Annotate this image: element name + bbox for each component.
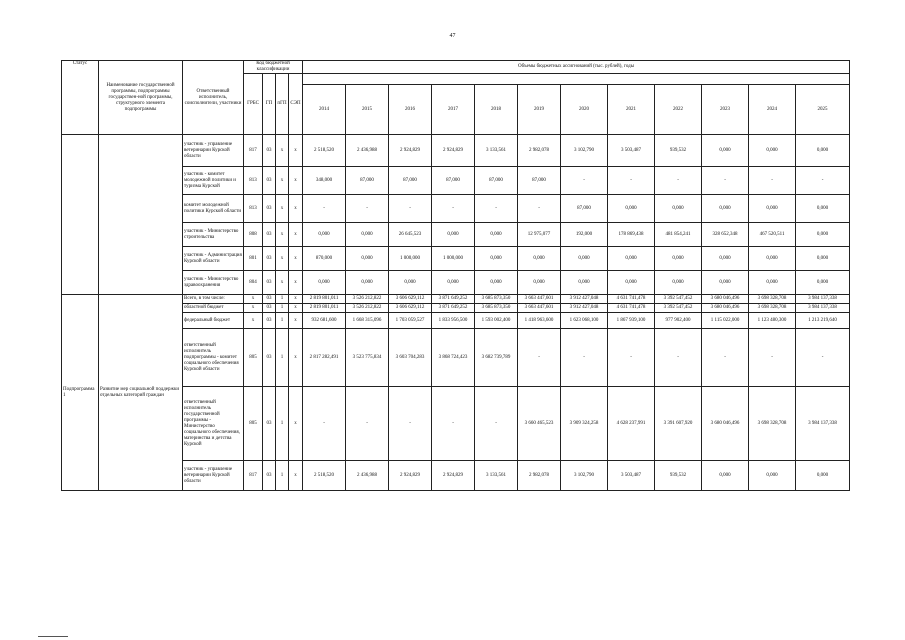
value-cell: 2 924,829 (389, 135, 432, 167)
value-cell: 1 000,000 (432, 247, 475, 271)
header-year: 2015 (346, 85, 389, 135)
pgp-cell: х (276, 167, 289, 195)
gp-cell: 03 (263, 295, 276, 304)
gp-cell: 03 (263, 195, 276, 223)
table-row (62, 295, 850, 304)
responsible-cell: участник - управление ветеринарии Курской области (183, 461, 244, 491)
value-cell: 2 436,988 (346, 461, 389, 491)
value-cell: 0,000 (796, 135, 850, 167)
value-cell: 0,000 (749, 247, 796, 271)
value-cell: - (303, 387, 346, 461)
value-cell: 3 698 328,708 (749, 304, 796, 313)
sep-cell: х (289, 223, 303, 247)
table-row (62, 135, 850, 167)
sep-cell: х (289, 304, 303, 313)
sep-cell: х (289, 387, 303, 461)
value-cell: 0,000 (702, 247, 749, 271)
value-cell: 0,000 (475, 271, 518, 295)
sep-cell: х (289, 461, 303, 491)
value-cell: 87,000 (432, 167, 475, 195)
sep-cell: х (289, 195, 303, 223)
value-cell: 3 102,790 (561, 135, 608, 167)
pgp-cell: 1 (276, 313, 289, 329)
value-cell: - (346, 195, 389, 223)
value-cell: - (655, 329, 702, 387)
value-cell: 0,000 (303, 271, 346, 295)
value-cell: 328 652,348 (702, 223, 749, 247)
gp-cell: 03 (263, 135, 276, 167)
value-cell: 87,000 (389, 167, 432, 195)
value-cell: 2 924,829 (432, 135, 475, 167)
value-cell: 0,000 (702, 135, 749, 167)
grbs-cell: 813 (244, 167, 263, 195)
value-cell: 939,532 (655, 135, 702, 167)
gp-cell: 03 (263, 271, 276, 295)
grbs-cell: х (244, 313, 263, 329)
value-cell: 4 631 741,478 (608, 295, 655, 304)
value-cell: 0,000 (389, 271, 432, 295)
value-cell: - (389, 387, 432, 461)
grbs-cell: х (244, 304, 263, 313)
value-cell: 2 982,078 (518, 135, 561, 167)
value-cell: 87,000 (475, 167, 518, 195)
value-cell: - (346, 387, 389, 461)
value-cell: - (749, 329, 796, 387)
value-cell: 2 817 282,491 (303, 329, 346, 387)
header-year: 2022 (655, 85, 702, 135)
value-cell: 0,000 (796, 223, 850, 247)
value-cell: 178 869,438 (608, 223, 655, 247)
value-cell: 3 503,487 (608, 461, 655, 491)
value-cell: 0,000 (303, 223, 346, 247)
sep-cell: х (289, 135, 303, 167)
value-cell: 1 123 480,300 (749, 313, 796, 329)
pgp-cell: 1 (276, 387, 289, 461)
responsible-cell: участник - Министерство здравоохранения (183, 271, 244, 295)
table-header (62, 61, 850, 135)
value-cell: 3 391 607,920 (655, 387, 702, 461)
sep-cell: х (289, 329, 303, 387)
value-cell: 192,000 (561, 223, 608, 247)
header-year: 2014 (303, 85, 346, 135)
value-cell: 3 603 704,283 (389, 329, 432, 387)
gp-cell: 03 (263, 247, 276, 271)
value-cell: 3 685 873,350 (475, 295, 518, 304)
value-cell: 3 663 447,601 (518, 304, 561, 313)
value-cell: 0,000 (796, 247, 850, 271)
value-cell: 0,000 (655, 195, 702, 223)
value-cell: 3 133,561 (475, 461, 518, 491)
value-cell: 0,000 (655, 247, 702, 271)
scan-edge-mark (38, 636, 68, 637)
header-volumes: Объемы бюджетных ассигнований (тыс. рублей), годы (303, 61, 850, 74)
value-cell: 12 975,077 (518, 223, 561, 247)
responsible-cell: федеральный бюджет (183, 313, 244, 329)
header-responsible: Ответственный исполнитель, соисполнители, участники (183, 61, 244, 135)
value-cell: 26 645,523 (389, 223, 432, 247)
value-cell: 87,000 (518, 167, 561, 195)
value-cell: - (561, 167, 608, 195)
value-cell: 3 680 046,496 (702, 304, 749, 313)
header-year: 2021 (608, 85, 655, 135)
value-cell: 3 523 775,834 (346, 329, 389, 387)
header-year: 2018 (475, 85, 518, 135)
value-cell: - (796, 329, 850, 387)
header-year: 2024 (749, 85, 796, 135)
header-year: 2020 (561, 85, 608, 135)
value-cell: 3 660 465,523 (518, 387, 561, 461)
value-cell: 0,000 (655, 271, 702, 295)
value-cell: 932 681,600 (303, 313, 346, 329)
value-cell: 0,000 (561, 271, 608, 295)
value-cell: 3 392 547,452 (655, 295, 702, 304)
value-cell: 3 868 724,423 (432, 329, 475, 387)
sep-cell: х (289, 295, 303, 304)
header-budget-code: Код бюджетной классификации (244, 61, 303, 74)
gp-cell: 03 (263, 461, 276, 491)
value-cell: 0,000 (432, 223, 475, 247)
value-cell: 4 631 741,478 (608, 304, 655, 313)
budget-table (61, 60, 850, 491)
value-cell: 0,000 (346, 223, 389, 247)
responsible-cell: участник - Министерство строительства (183, 223, 244, 247)
grbs-cell: 801 (244, 247, 263, 271)
value-cell: 348,000 (303, 167, 346, 195)
status-cell (62, 135, 99, 295)
value-cell: 870,000 (303, 247, 346, 271)
value-cell: 0,000 (346, 271, 389, 295)
value-cell: 3 680 046,496 (702, 387, 749, 461)
value-cell: 2 819 801,011 (303, 295, 346, 304)
table-body (62, 135, 850, 491)
value-cell: - (475, 195, 518, 223)
responsible-cell: Всего, в том числе: (183, 295, 244, 304)
value-cell: 2 436,988 (346, 135, 389, 167)
header-year: 2025 (796, 85, 850, 135)
value-cell: 939,532 (655, 461, 702, 491)
value-cell: 1 000,000 (389, 247, 432, 271)
value-cell: 3 526 212,822 (346, 304, 389, 313)
gp-cell: 03 (263, 167, 276, 195)
sep-cell: х (289, 313, 303, 329)
gp-cell: 03 (263, 304, 276, 313)
value-cell: - (702, 329, 749, 387)
value-cell: 0,000 (796, 271, 850, 295)
grbs-cell: 808 (244, 223, 263, 247)
grbs-cell: х (244, 295, 263, 304)
value-cell: 481 854,241 (655, 223, 702, 247)
value-cell: - (432, 387, 475, 461)
value-cell: - (518, 329, 561, 387)
gp-cell: 03 (263, 223, 276, 247)
header-status: Статус (62, 61, 99, 135)
value-cell: 0,000 (749, 271, 796, 295)
grbs-cell: 805 (244, 329, 263, 387)
value-cell: - (608, 329, 655, 387)
value-cell: 1 213 219,640 (796, 313, 850, 329)
value-cell: 1 418 963,600 (518, 313, 561, 329)
value-cell: 3 606 629,112 (389, 304, 432, 313)
value-cell: 977 902,400 (655, 313, 702, 329)
value-cell: 3 984 137,338 (796, 304, 850, 313)
value-cell: 3 871 649,252 (432, 304, 475, 313)
value-cell: - (608, 167, 655, 195)
value-cell: 3 133,561 (475, 135, 518, 167)
gp-cell: 03 (263, 313, 276, 329)
value-cell: 87,000 (561, 195, 608, 223)
value-cell: 0,000 (702, 195, 749, 223)
value-cell: 3 871 649,252 (432, 295, 475, 304)
pgp-cell: х (276, 195, 289, 223)
value-cell: 0,000 (702, 271, 749, 295)
value-cell: 3 984 137,338 (796, 387, 850, 461)
header-year: 2016 (389, 85, 432, 135)
gp-cell: 03 (263, 387, 276, 461)
responsible-cell: участник - Администрация Курской области (183, 247, 244, 271)
header-year: 2017 (432, 85, 475, 135)
value-cell: 1 593 002,400 (475, 313, 518, 329)
value-cell: - (561, 329, 608, 387)
subprogram-status: Подпрограмма 1 (62, 295, 99, 491)
value-cell: 87,000 (346, 167, 389, 195)
value-cell: - (475, 387, 518, 461)
value-cell: 3 392 547,452 (655, 304, 702, 313)
grbs-cell: 813 (244, 195, 263, 223)
pgp-cell: 1 (276, 329, 289, 387)
value-cell: 3 102,790 (561, 461, 608, 491)
value-cell: 3 606 629,112 (389, 295, 432, 304)
page-number: 47 (449, 33, 456, 39)
pgp-cell: 1 (276, 304, 289, 313)
value-cell: - (303, 195, 346, 223)
pgp-cell: х (276, 223, 289, 247)
pgp-cell: х (276, 271, 289, 295)
value-cell: 0,000 (749, 135, 796, 167)
sep-cell: х (289, 167, 303, 195)
grbs-cell: 805 (244, 387, 263, 461)
responsible-cell: комитет молодежной политики Курской области (183, 195, 244, 223)
value-cell: 0,000 (432, 271, 475, 295)
value-cell: 1 867 939,100 (608, 313, 655, 329)
header-name: Наименование государственной программы, подпрограммы государствен-ной программы, структурного элемента подпрограммы (99, 61, 183, 135)
value-cell: 4 628 237,991 (608, 387, 655, 461)
value-cell: 3 698 328,708 (749, 295, 796, 304)
value-cell: 0,000 (608, 271, 655, 295)
value-cell: 1 703 059,527 (389, 313, 432, 329)
sep-cell: х (289, 247, 303, 271)
value-cell: 3 503,487 (608, 135, 655, 167)
value-cell: - (702, 167, 749, 195)
value-cell: 2 982,078 (518, 461, 561, 491)
name-cell (99, 135, 183, 295)
value-cell: 2 924,829 (389, 461, 432, 491)
value-cell: - (796, 167, 850, 195)
value-cell: 0,000 (749, 195, 796, 223)
value-cell: 3 680 046,496 (702, 295, 749, 304)
value-cell: 2 518,520 (303, 135, 346, 167)
header-pgp: пГП (276, 74, 289, 135)
value-cell: 0,000 (475, 223, 518, 247)
responsible-cell: участник - комитет молодежной политики и туризма Курской (183, 167, 244, 195)
header-grbs: ГРБС (244, 74, 263, 135)
responsible-cell: ответственный исполнитель подпрограммы - комитет социального обеспечения Курской области (183, 329, 244, 387)
grbs-cell: 804 (244, 271, 263, 295)
value-cell: 2 819 801,011 (303, 304, 346, 313)
value-cell: - (749, 167, 796, 195)
value-cell: 467 520,511 (749, 223, 796, 247)
value-cell: 2 518,520 (303, 461, 346, 491)
value-cell: 0,000 (796, 195, 850, 223)
responsible-cell: областной бюджет (183, 304, 244, 313)
value-cell: - (389, 195, 432, 223)
value-cell: 3 909 324,258 (561, 387, 608, 461)
value-cell: 0,000 (561, 247, 608, 271)
pgp-cell: 1 (276, 295, 289, 304)
grbs-cell: 817 (244, 135, 263, 167)
value-cell: 3 663 447,601 (518, 295, 561, 304)
pgp-cell: 1 (276, 461, 289, 491)
pgp-cell: х (276, 135, 289, 167)
value-cell: - (518, 195, 561, 223)
subprogram-name: Развитие мер социальной поддержки отдельных категорий граждан (99, 295, 183, 491)
header-sep: СЭП (289, 74, 303, 135)
value-cell: 1 115 022,000 (702, 313, 749, 329)
value-cell: - (432, 195, 475, 223)
value-cell: 0,000 (608, 247, 655, 271)
value-cell: 0,000 (608, 195, 655, 223)
value-cell: 0,000 (702, 461, 749, 491)
value-cell: 1 623 068,100 (561, 313, 608, 329)
value-cell: 1 833 956,500 (432, 313, 475, 329)
value-cell: 3 685 873,350 (475, 304, 518, 313)
value-cell: 3 698 328,708 (749, 387, 796, 461)
header-year: 2023 (702, 85, 749, 135)
value-cell: 0,000 (475, 247, 518, 271)
value-cell: 1 668 315,096 (346, 313, 389, 329)
sep-cell: х (289, 271, 303, 295)
value-cell: 3 984 137,338 (796, 295, 850, 304)
value-cell: 0,000 (518, 247, 561, 271)
responsible-cell: участник - управление ветеринарии Курской области (183, 135, 244, 167)
value-cell: 3 912 427,048 (561, 295, 608, 304)
header-gp: ГП (263, 74, 276, 135)
pgp-cell: х (276, 247, 289, 271)
value-cell: 0,000 (749, 461, 796, 491)
value-cell: 0,000 (796, 461, 850, 491)
header-year: 2019 (518, 85, 561, 135)
responsible-cell: ответственный исполнитель государственной программы - Министерство социального обеспечения, материнства и детства Курской (183, 387, 244, 461)
value-cell: 0,000 (346, 247, 389, 271)
value-cell: 0,000 (518, 271, 561, 295)
value-cell: 3 912 427,048 (561, 304, 608, 313)
value-cell: 2 924,829 (432, 461, 475, 491)
grbs-cell: 817 (244, 461, 263, 491)
gp-cell: 03 (263, 329, 276, 387)
value-cell: 3 526 212,822 (346, 295, 389, 304)
value-cell: 3 682 739,789 (475, 329, 518, 387)
value-cell: - (655, 167, 702, 195)
